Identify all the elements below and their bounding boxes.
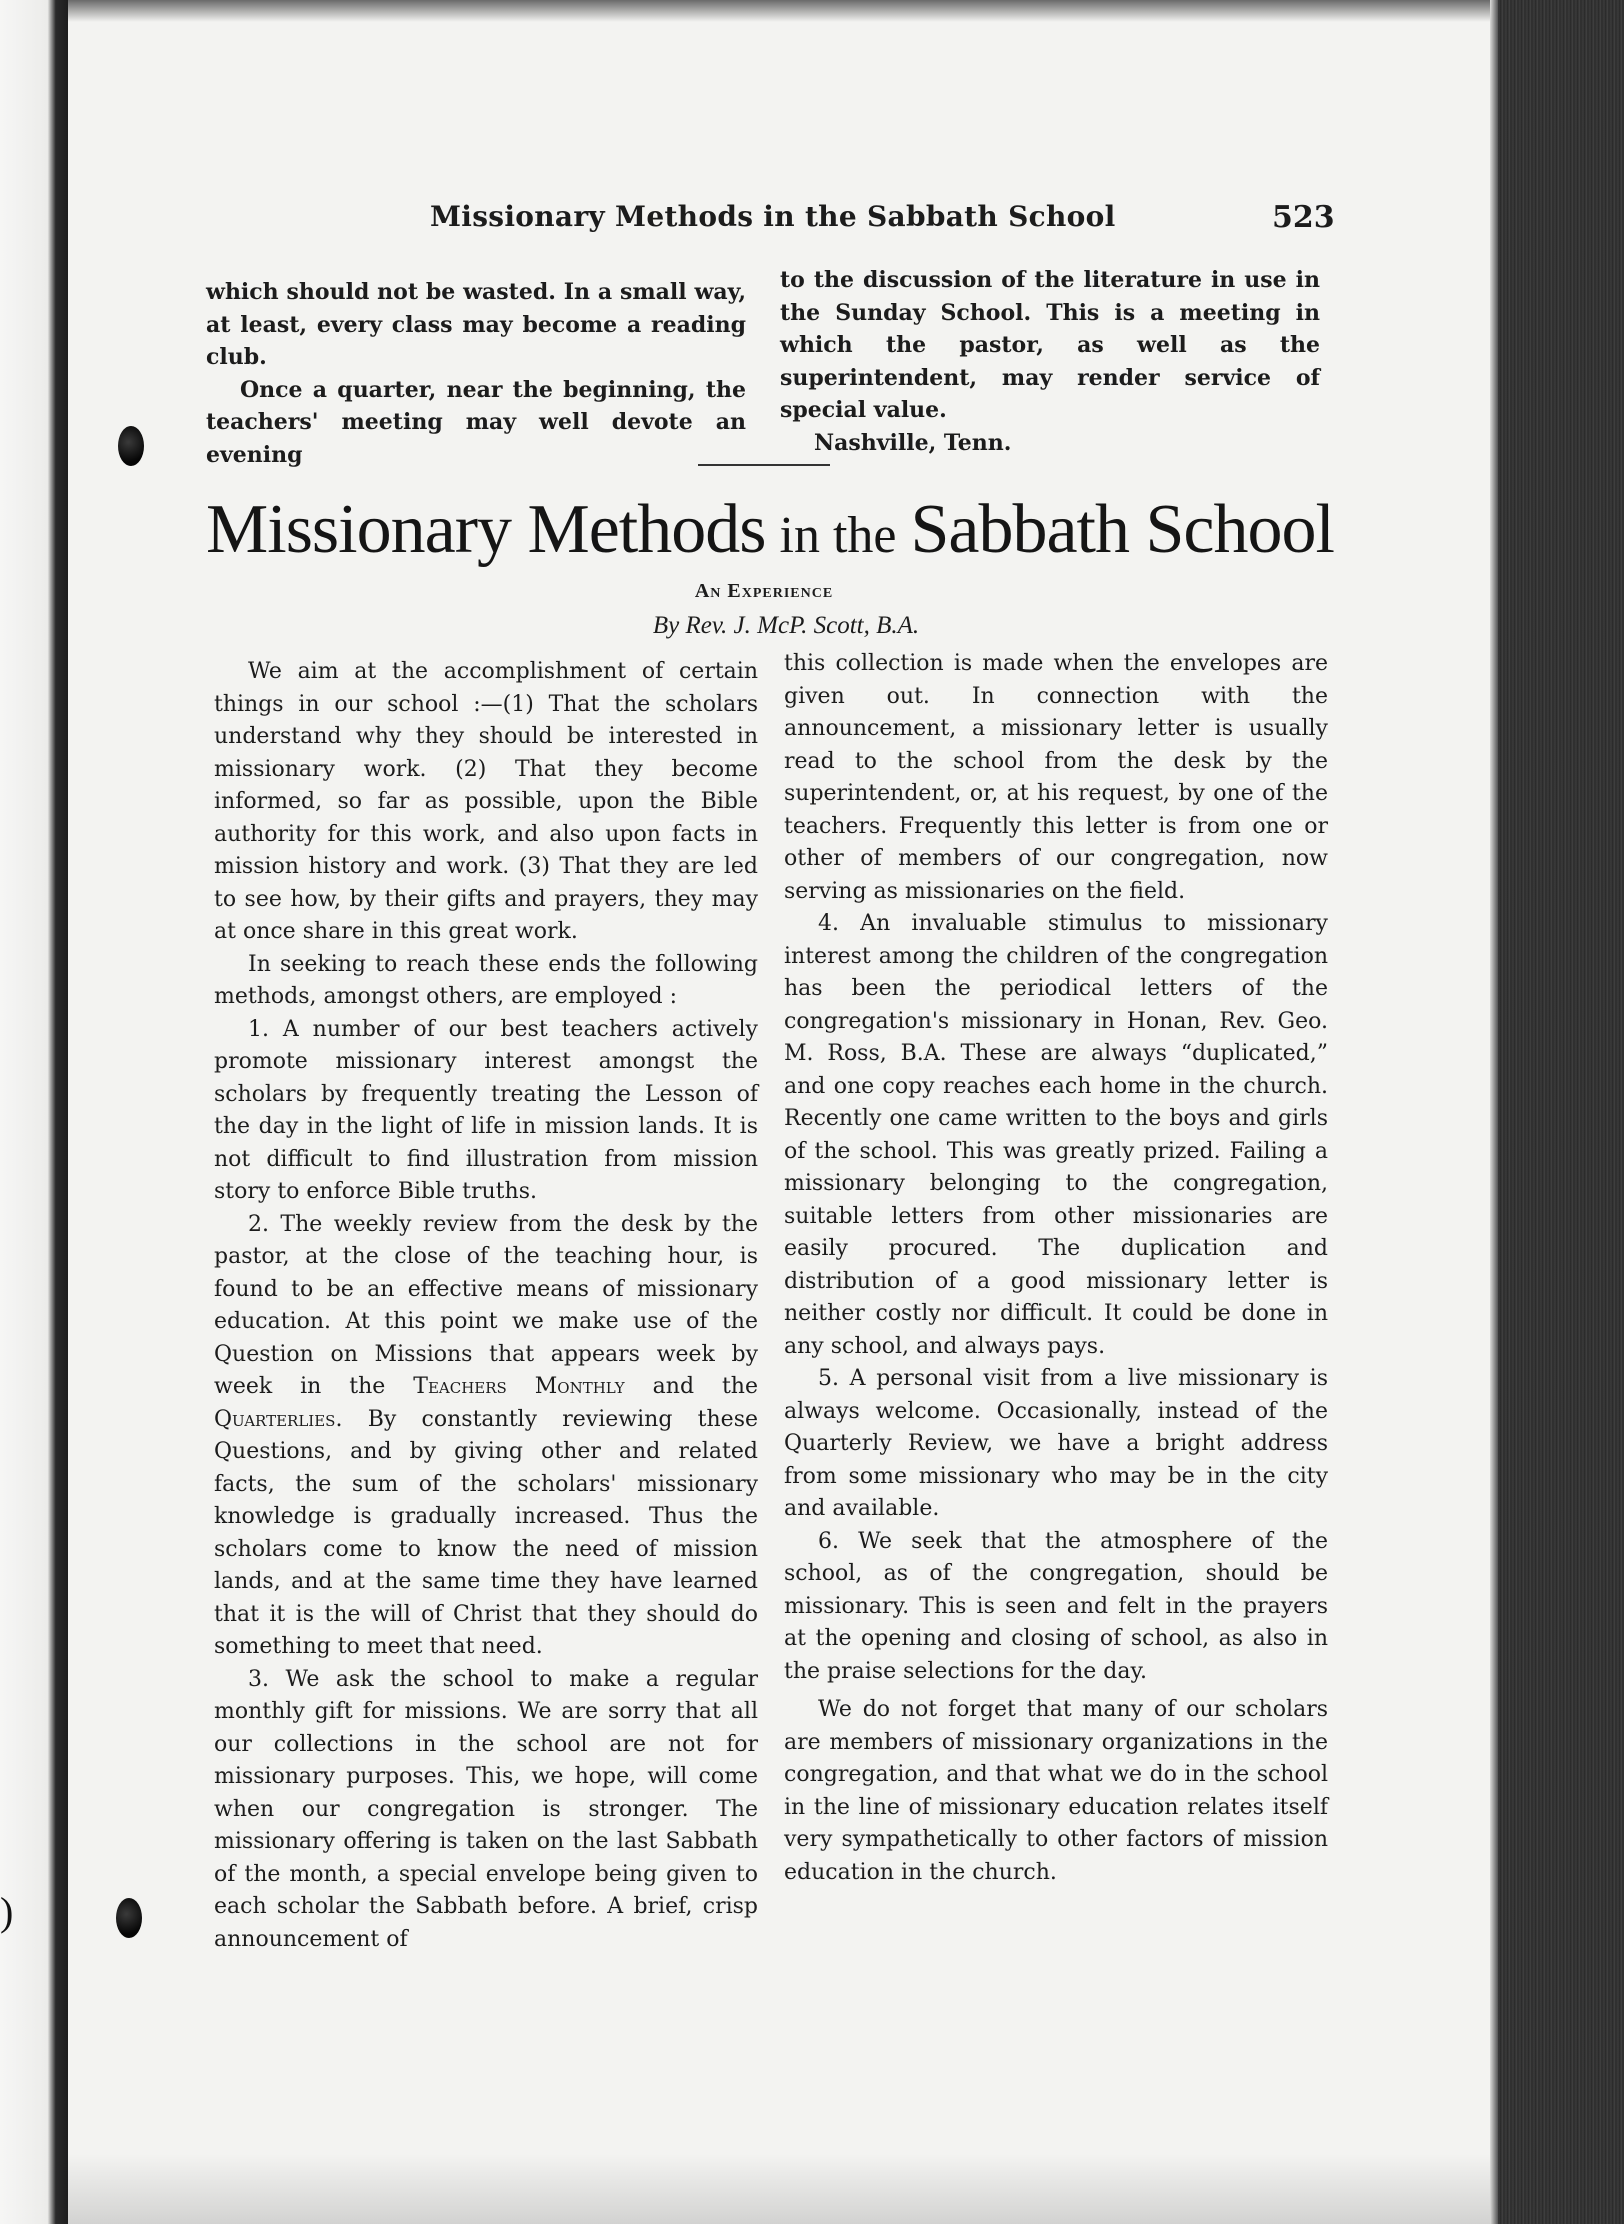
paragraph-text: and the <box>652 1374 758 1399</box>
article-paragraph: 4. An invaluable stimulus to missionary interest among the children of the congregation has been the periodical letters of the congregation's missionary in Honan, Rev. Geo. M. Ross, B.A. These are always “duplicated,” and one copy reaches each home in the church. Recently one came written to the boys and girls of the school. This was greatly prized. Failing a missionary belonging to the congregation, suitable letters from other missionaries are easily procured. The duplication and distribution of a good missionary letter is neither costly nor difficult. It could be done in any school, and always pays. <box>784 911 1328 1359</box>
title-part-1: Missionary Methods <box>206 491 766 568</box>
article-left-column <box>214 656 758 1956</box>
title-part-2: in the <box>779 507 897 564</box>
prev-article-paragraph: Once a quarter, near the beginning, the teachers' meeting may well devote an evening <box>206 376 746 468</box>
section-divider <box>698 464 830 466</box>
article-paragraph: 3. We ask the school to make a regular monthly gift for missions. We are sorry that all our collections in the school are not for missionary purposes. This, we hope, will come when our congregation is stronger. The missionary offering is taken on the last Sabbath of the month, a special envelope being given to each scholar the Sabbath before. A brief, crisp announcement of <box>214 1666 758 1952</box>
article-paragraph: 1. A number of our best teachers actively promote missionary interest amongst the scholars by frequently treating the Lesson of the day in the light of life in mission lands. It is not difficult to find illustration from mission story to enforce Bible truths. <box>214 1016 758 1204</box>
article-paragraph: this collection is made when the envelopes are given out. In connection with the announcement, a missionary letter is usually read to the school from the desk by the superintendent, or, at his request, by one of the teachers. Frequently this letter is from one or other of members of our congregation, now serving as missionaries on the field. <box>784 651 1328 904</box>
binding-hole-top <box>118 426 144 466</box>
prev-article-signoff: Nashville, Tenn. <box>814 429 1012 456</box>
paragraph-text: . By constantly reviewing these Questions, and by giving other and related facts, the sum of the scholars' missionary knowledge is gradually increased. Thus the scholars come to know the need of mission lands, and at the same time they have learned that it is the will of Christ that they should do something to meet that need. <box>214 1406 758 1659</box>
article-right-column <box>784 648 1328 1889</box>
article-paragraph: We aim at the accomplishment of certain things in our school :—(1) That the scholars understand why they should be interested in missionary work. (2) That they become informed, so far as possible, upon the Bible authority for this work, and also upon facts in mission history and work. (3) That they are led to see how, by their gifts and prayers, they may at once share in this great work. <box>214 659 758 944</box>
article-title <box>206 490 1334 570</box>
article-paragraph: We do not forget that many of our scholars are members of missionary organizations in the congregation, and that what we do in the school in the line of missionary education relates itself very sympathetically to other factors of mission education in the church. <box>784 1697 1328 1885</box>
article-paragraph: 6. We seek that the atmosphere of the school, as of the congregation, should be missionary. This is seen and felt in the prayers at the opening and closing of school, as also in the praise selections for the day. <box>784 1528 1328 1684</box>
article-paragraph: 5. A personal visit from a live missionary is always welcome. Occasionally, instead of the Quarterly Review, we have a bright address from some missionary who may be in the city and available. <box>784 1366 1328 1521</box>
prev-article-paragraph: which should not be wasted. In a small way, at least, every class may become a reading club. <box>206 279 746 370</box>
article-subtitle: An Experience <box>694 580 834 602</box>
running-title: Missionary Methods in the Sabbath School <box>430 200 1116 233</box>
publication-name: Teachers Monthly <box>413 1374 625 1399</box>
paragraph-text: 2. The weekly review from the desk by the pastor, at the close of the teaching hour, is found to be an effective means of missionary education. At this point we make use of the Question on Missions that appears week by week in the <box>214 1211 758 1399</box>
binding-hole-bottom <box>116 1898 142 1938</box>
bottom-shade <box>68 2154 1492 2224</box>
page-stack-edge <box>1490 0 1624 2224</box>
article-paragraph: In seeking to reach these ends the following methods, amongst others, are employed : <box>214 951 758 1009</box>
article-byline: By Rev. J. McP. Scott, B.A. <box>652 612 920 639</box>
facing-page-fragment: ) <box>0 1889 14 1934</box>
title-part-3: Sabbath School <box>910 491 1334 568</box>
article-paragraph <box>214 1209 758 1664</box>
prev-article-paragraph: to the discussion of the literature in use in the Sunday School. This is a meeting in which the pastor, as well as the superintendent, may render service of special value. <box>780 267 1320 423</box>
prev-article-left-column <box>206 276 746 471</box>
page-number: 523 <box>1272 200 1335 235</box>
publication-name: Quarterlies <box>214 1406 336 1432</box>
prev-article-right-column <box>780 264 1320 459</box>
top-shadow <box>68 0 1492 22</box>
